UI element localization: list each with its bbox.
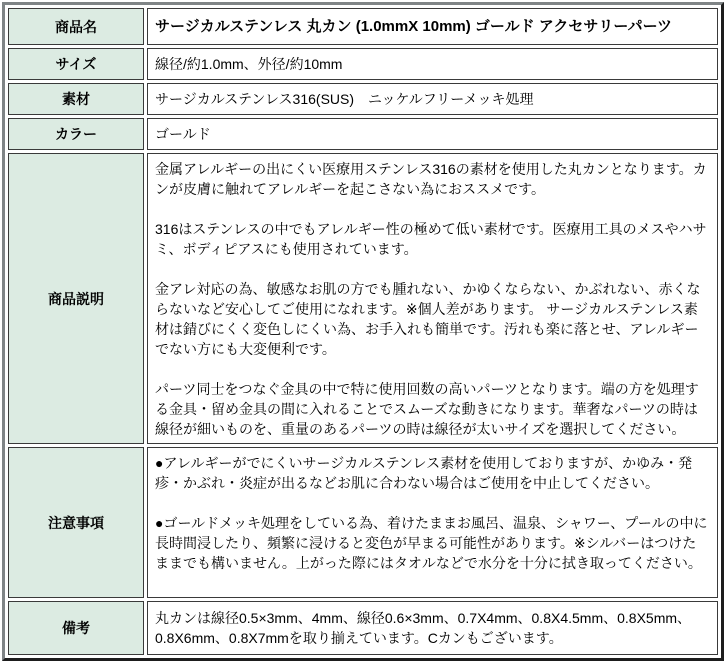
table-row-size	[8, 48, 718, 80]
table-row-color	[8, 118, 718, 150]
notes-paragraph: ●アレルギーがでにくいサージカルステンレス素材を使用しておりますが、かゆみ・発疹・かぶれ・炎症が出るなどお肌に合わない場合はご使用を中止してください。	[155, 455, 693, 491]
notes-paragraph: ●ゴールドメッキ処理をしている為、着けたままお風呂、温泉、シャワー、プールの中に長時間浸したり、頻繁に浸けると変色が早まる可能性があります。※シルバーはつけたままでも構いません。上がった際にはタオルなどで水分を十分に拭き取ってください。	[155, 515, 708, 571]
description-paragraph: 316はステンレスの中でもアレルギー性の極めて低い素材です。医療用工具のメスやハサミ、ボディピアスにも使用されています。	[155, 221, 707, 257]
description-value	[147, 153, 718, 444]
row-header-notes: 注意事項	[8, 447, 144, 598]
material-value: サージカルステンレス316(SUS) ニッケルフリーメッキ処理	[147, 83, 718, 115]
row-header-remarks: 備考	[8, 601, 144, 655]
size-value: 線径/約1.0mm、外径/約10mm	[147, 48, 718, 80]
table-row-notes	[8, 447, 718, 598]
table-row-material	[8, 83, 718, 115]
row-header-material: 素材	[8, 83, 144, 115]
product-spec-table	[2, 2, 724, 661]
description-paragraph: 金アレ対応の為、敏感なお肌の方でも腫れない、かゆくならない、かぶれない、赤くならないなど安心してご使用になれます。※個人差があります。 サージカルステンレス素材は錆びにくく変色しにくい為、お手入れも簡単です。汚れも楽に落とせ、アレルギーでない方にも大変便利です。	[155, 281, 701, 357]
table-row-remarks	[8, 601, 718, 655]
description-paragraph: パーツ同士をつなぐ金具の中で特に使用回数の高いパーツとなります。端の方を処理する金具・留め金具の間に入れることでスムーズな動きになります。華奢なパーツの時は線径が細いものを、重量のあるパーツの時は線径が太いサイズを選択してください。	[155, 381, 699, 437]
color-value: ゴールド	[147, 118, 718, 150]
description-paragraph: 金属アレルギーの出にくい医療用ステンレス316の素材を使用した丸カンとなります。カンが皮膚に触れてアレルギーを起こさない為におススメです。	[155, 161, 707, 197]
row-header-product-name: 商品名	[8, 8, 144, 45]
table-row-description	[8, 153, 718, 444]
row-header-size: サイズ	[8, 48, 144, 80]
table-row-product-name	[8, 8, 718, 45]
product-name-value: サージカルステンレス 丸カン (1.0mmX 10mm) ゴールド アクセサリーパーツ	[147, 8, 718, 45]
remarks-value: 丸カンは線径0.5×3mm、4mm、線径0.6×3mm、0.7X4mm、0.8X4.5mm、0.8X5mm、0.8X6mm、0.8X7mmを取り揃えています。Cカンもございます。	[147, 601, 718, 655]
row-header-color: カラー	[8, 118, 144, 150]
row-header-description: 商品説明	[8, 153, 144, 444]
notes-value	[147, 447, 718, 598]
